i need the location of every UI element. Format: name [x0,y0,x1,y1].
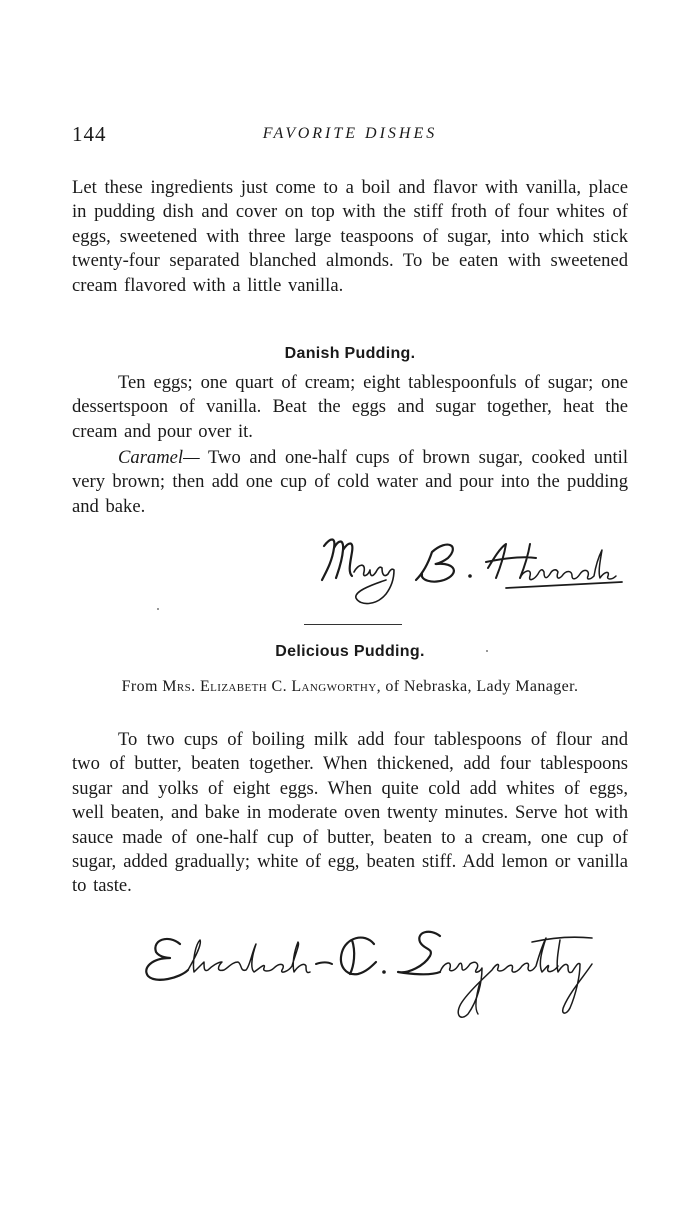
danish-pudding-title: Danish Pudding. [284,345,416,362]
intro-paragraph: Let these ingredients just come to a boil and flavor with vanilla, place in pudding dish and cover on top with the stiff froth of four whites of eggs, sweetened with three large teaspoons of sugar, into which stick twenty-four separated blanched almonds. To be eaten with sweetened cream flavored with a little vanilla. [72,177,628,296]
print-speck [157,608,159,610]
caramel-text: Two and one-half cups of brown sugar, cooked until very brown; then add one cup of cold water and pour into the pudding and bake. [72,447,628,517]
recipe-attribution [95,676,605,697]
section-divider [304,624,402,625]
danish-pudding-body: Ten eggs; one quart of cream; eight tablespoonfuls of sugar; one dessertspoon of vanilla. Beat the eggs and sugar together, heat the cream and pour over it. [72,372,628,442]
delicious-pudding-title: Delicious Pudding. [275,643,425,660]
elizabeth-c-langworthy-signature [140,922,630,1022]
attribution-name: Mrs. Elizabeth C. Langworthy [162,678,377,695]
delicious-pudding-body: To two cups of boiling milk add four tablespoons of flour and two of butter, beaten together. When thickened, add four tablespoons sugar and yolks of eight eggs. When quite cold add whites of eggs, well beaten, and bake in moderate oven twenty minutes. Serve hot with sauce made of one-half cup of butter, beaten to a cream, one cup of sugar, added gradually; white of egg, beaten stiff. Add lemon or vanilla to taste. [72,729,628,897]
mary-b-hancock-signature [310,528,630,612]
attribution-suffix: , of Nebraska, Lady Manager. [376,678,579,695]
attribution-prefix: From [121,678,163,695]
page-number: 144 [72,122,107,146]
caramel-label: Caramel— [118,447,200,468]
running-title: FAVORITE DISHES [262,125,438,142]
caramel-paragraph [72,446,628,519]
page-header [72,122,628,150]
